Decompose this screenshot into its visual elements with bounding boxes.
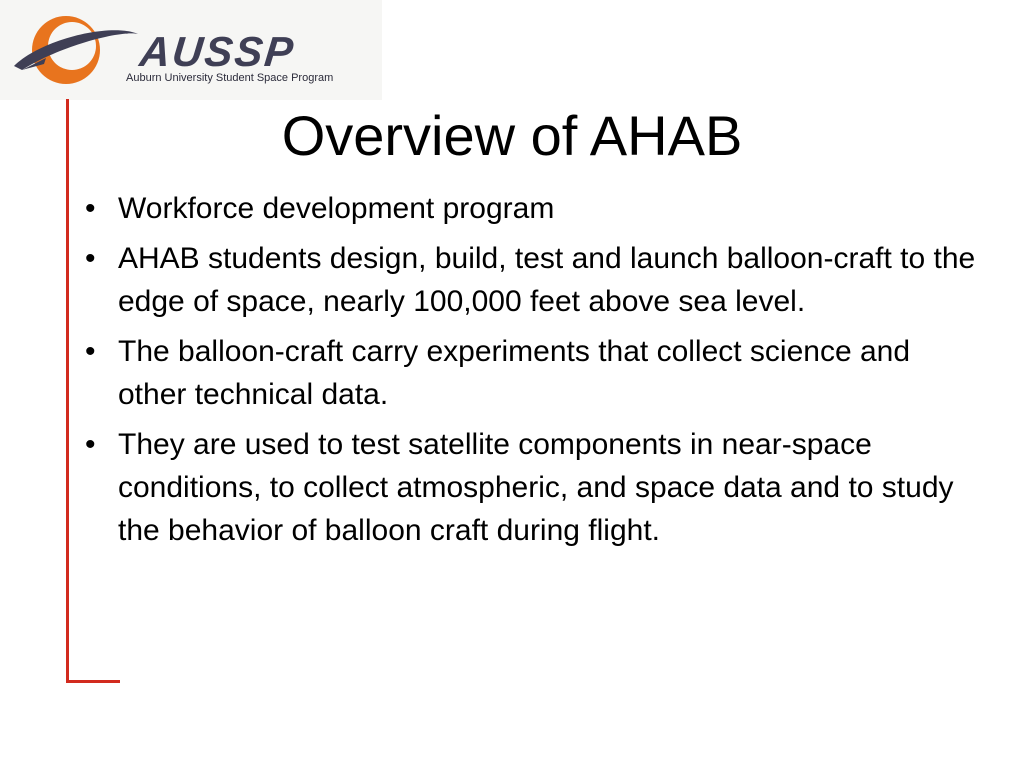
bullet-text: AHAB students design, build, test and launch balloon-craft to the edge of space, nearly 100,000 feet above sea level. [118, 242, 976, 318]
bullet-icon: • [85, 242, 96, 275]
aussp-logo [0, 0, 382, 100]
bullet-text: The balloon-craft carry experiments that collect science and other technical data. [118, 335, 911, 411]
bullet-item [76, 423, 976, 552]
bullet-item [76, 237, 976, 323]
bullet-icon: • [85, 192, 96, 225]
bullet-list [76, 187, 976, 559]
red-frame-vertical-line [66, 99, 69, 683]
logo-tagline: Auburn University Student Space Program [126, 72, 334, 84]
bullet-icon: • [85, 428, 96, 461]
bullet-item [76, 330, 976, 416]
slide-title: Overview of AHAB [281, 104, 743, 167]
bullet-icon: • [85, 335, 96, 368]
bullet-text: They are used to test satellite components in near-space conditions, to collect atmospheric, and space data and to study the behavior of balloon craft during flight. [118, 428, 954, 547]
bullet-item [76, 187, 976, 230]
red-frame-foot-line [66, 680, 120, 683]
bullet-text: Workforce development program [118, 192, 555, 225]
logo-wordmark: AUSSP [137, 28, 298, 75]
